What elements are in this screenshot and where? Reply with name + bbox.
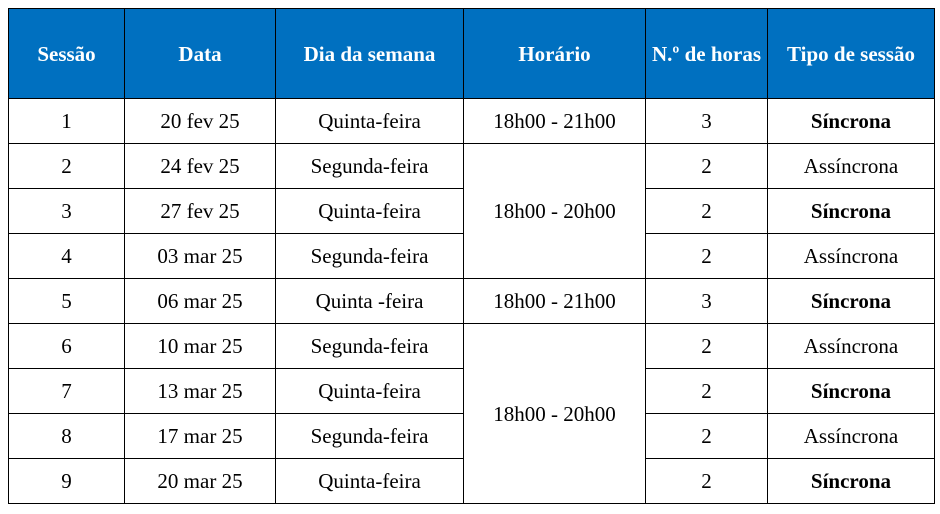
table-row <box>9 144 935 189</box>
hours-cell: 3 <box>646 99 768 144</box>
weekday-cell: Segunda-feira <box>276 234 464 279</box>
header-hours: N.º de horas <box>646 9 768 99</box>
hours-cell: 2 <box>646 189 768 234</box>
type-cell: Síncrona <box>768 459 935 504</box>
session-cell: 2 <box>9 144 125 189</box>
header-date: Data <box>125 9 276 99</box>
session-cell: 7 <box>9 369 125 414</box>
date-cell: 03 mar 25 <box>125 234 276 279</box>
weekday-cell: Quinta-feira <box>276 369 464 414</box>
header-type: Tipo de sessão <box>768 9 935 99</box>
time-cell: 18h00 - 21h00 <box>464 279 646 324</box>
date-cell: 20 mar 25 <box>125 459 276 504</box>
header-time: Horário <box>464 9 646 99</box>
session-cell: 3 <box>9 189 125 234</box>
date-cell: 17 mar 25 <box>125 414 276 459</box>
hours-cell: 2 <box>646 234 768 279</box>
time-cell: 18h00 - 21h00 <box>464 99 646 144</box>
table-row <box>9 279 935 324</box>
session-cell: 4 <box>9 234 125 279</box>
date-cell: 10 mar 25 <box>125 324 276 369</box>
weekday-cell: Quinta-feira <box>276 189 464 234</box>
time-cell: 18h00 - 20h00 <box>464 324 646 504</box>
date-cell: 20 fev 25 <box>125 99 276 144</box>
session-cell: 5 <box>9 279 125 324</box>
hours-cell: 2 <box>646 414 768 459</box>
hours-cell: 2 <box>646 459 768 504</box>
type-cell: Assíncrona <box>768 324 935 369</box>
session-cell: 9 <box>9 459 125 504</box>
session-cell: 1 <box>9 99 125 144</box>
weekday-cell: Quinta-feira <box>276 459 464 504</box>
time-cell: 18h00 - 20h00 <box>464 144 646 279</box>
table-row <box>9 99 935 144</box>
date-cell: 24 fev 25 <box>125 144 276 189</box>
type-cell: Síncrona <box>768 99 935 144</box>
type-cell: Assíncrona <box>768 234 935 279</box>
weekday-cell: Quinta-feira <box>276 99 464 144</box>
weekday-cell: Segunda-feira <box>276 414 464 459</box>
type-cell: Assíncrona <box>768 144 935 189</box>
date-cell: 13 mar 25 <box>125 369 276 414</box>
table-row <box>9 324 935 369</box>
hours-cell: 2 <box>646 324 768 369</box>
type-cell: Síncrona <box>768 189 935 234</box>
hours-cell: 3 <box>646 279 768 324</box>
date-cell: 06 mar 25 <box>125 279 276 324</box>
hours-cell: 2 <box>646 369 768 414</box>
type-cell: Síncrona <box>768 279 935 324</box>
weekday-cell: Segunda-feira <box>276 324 464 369</box>
sessions-table <box>8 8 935 504</box>
header-row <box>9 9 935 99</box>
type-cell: Assíncrona <box>768 414 935 459</box>
session-cell: 6 <box>9 324 125 369</box>
session-cell: 8 <box>9 414 125 459</box>
weekday-cell: Segunda-feira <box>276 144 464 189</box>
weekday-cell: Quinta -feira <box>276 279 464 324</box>
header-weekday: Dia da semana <box>276 9 464 99</box>
header-session: Sessão <box>9 9 125 99</box>
type-cell: Síncrona <box>768 369 935 414</box>
date-cell: 27 fev 25 <box>125 189 276 234</box>
hours-cell: 2 <box>646 144 768 189</box>
